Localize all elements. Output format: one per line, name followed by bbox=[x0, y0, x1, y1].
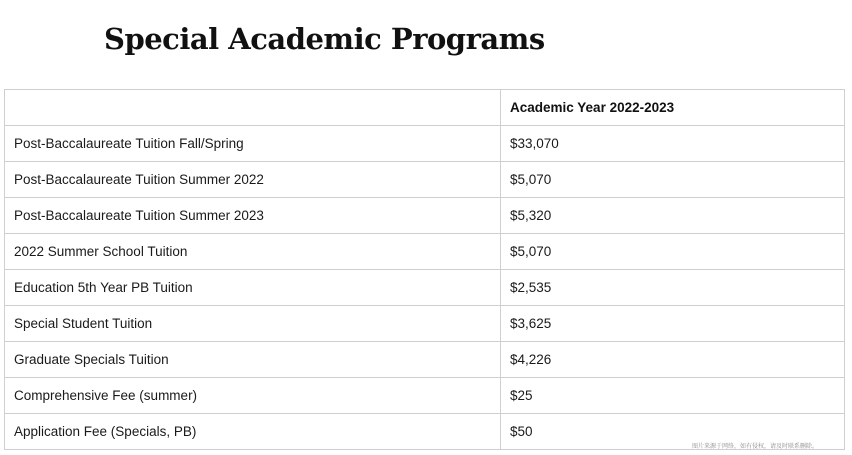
table-row bbox=[5, 306, 845, 342]
tuition-table bbox=[4, 89, 845, 450]
header-academic-year: Academic Year 2022-2023 bbox=[501, 90, 845, 126]
table-row bbox=[5, 234, 845, 270]
table-row bbox=[5, 378, 845, 414]
program-name: Post-Baccalaureate Tuition Fall/Spring bbox=[5, 126, 501, 162]
program-amount: $5,070 bbox=[501, 162, 845, 198]
program-name: 2022 Summer School Tuition bbox=[5, 234, 501, 270]
program-name: Application Fee (Specials, PB) bbox=[5, 414, 501, 450]
table-header-row bbox=[5, 90, 845, 126]
table-row bbox=[5, 270, 845, 306]
program-amount: $5,070 bbox=[501, 234, 845, 270]
page-title: Special Academic Programs bbox=[104, 22, 545, 56]
program-name: Comprehensive Fee (summer) bbox=[5, 378, 501, 414]
table-row bbox=[5, 198, 845, 234]
program-amount: $5,320 bbox=[501, 198, 845, 234]
table-row bbox=[5, 162, 845, 198]
program-amount: $2,535 bbox=[501, 270, 845, 306]
program-amount: $3,625 bbox=[501, 306, 845, 342]
table-row bbox=[5, 126, 845, 162]
program-name: Graduate Specials Tuition bbox=[5, 342, 501, 378]
table-row bbox=[5, 342, 845, 378]
program-amount: $25 bbox=[501, 378, 845, 414]
program-name: Post-Baccalaureate Tuition Summer 2022 bbox=[5, 162, 501, 198]
program-name: Education 5th Year PB Tuition bbox=[5, 270, 501, 306]
program-name: Special Student Tuition bbox=[5, 306, 501, 342]
program-name: Post-Baccalaureate Tuition Summer 2023 bbox=[5, 198, 501, 234]
program-amount: $4,226 bbox=[501, 342, 845, 378]
header-program bbox=[5, 90, 501, 126]
watermark-text: 图片来源于网络，如有侵权，请及时联系删除。 bbox=[692, 443, 819, 450]
program-amount: $33,070 bbox=[501, 126, 845, 162]
program-amount: $50 bbox=[501, 414, 845, 450]
